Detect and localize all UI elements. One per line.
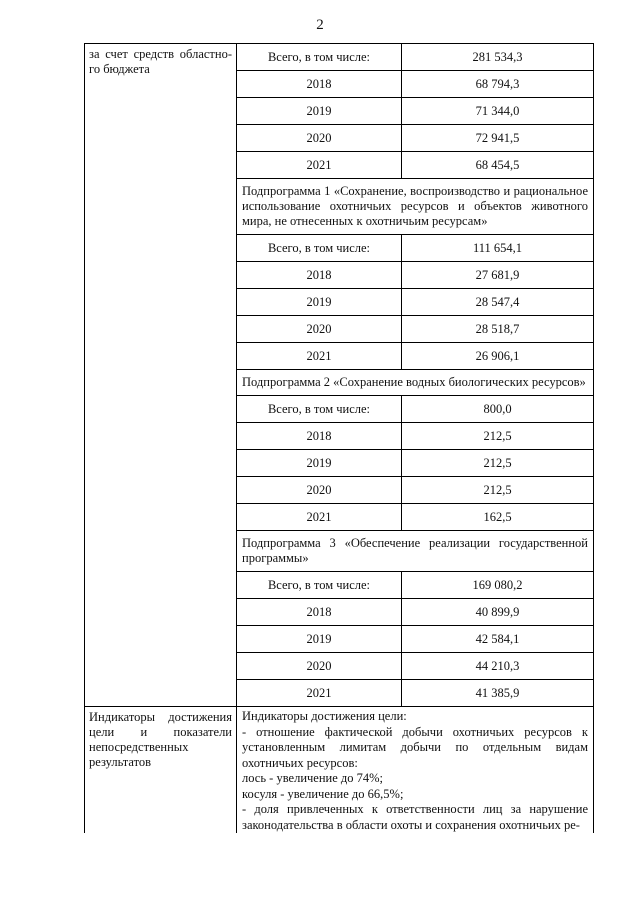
table-row [237,422,593,449]
table-row [237,396,593,422]
table-row [237,261,593,288]
row-value: 40 899,9 [475,604,520,619]
subprogram-table [237,235,593,369]
row-label: 2020 [237,477,402,503]
table-row [237,315,593,342]
row-label: Всего, в том числе: [237,396,402,422]
row-value: 42 584,1 [475,631,520,646]
table-row [237,679,593,706]
table-row [237,70,593,97]
row-value: 212,5 [483,455,512,470]
row-value: 162,5 [483,509,512,524]
row-value: 41 385,9 [475,685,520,700]
row-value: 169 080,2 [472,577,523,592]
row-label: 2018 [237,71,402,97]
row-value: 111 654,1 [472,240,523,255]
table-row [237,124,593,151]
row-label: Всего, в том числе: [237,235,402,261]
row-value: 72 941,5 [475,130,520,145]
row-value: 71 344,0 [475,103,520,118]
row-label: Всего, в том числе: [237,44,402,70]
indicators-row [84,707,594,833]
row-value: 28 547,4 [475,294,520,309]
table-row [237,503,593,530]
indicator-line: Индикаторы достижения цели: [242,709,407,723]
funding-source-label: за счет средств областно-го бюджета [84,43,236,707]
row-value: 212,5 [483,428,512,443]
table-row [237,151,593,178]
row-value: 26 906,1 [475,348,520,363]
row-label: 2021 [237,343,402,369]
row-label: 2021 [237,504,402,530]
row-value: 68 454,5 [475,157,520,172]
table-row [237,572,593,598]
row-value: 212,5 [483,482,512,497]
row-label: 2019 [237,289,402,315]
indicator-line: косуля - увеличение до 66,5%; [242,786,404,801]
funding-row [84,43,594,707]
indicator-line: лось - увеличение до 74%; [242,771,384,785]
table-row [237,625,593,652]
passport-table [84,43,594,833]
table-row [237,652,593,679]
funding-total-table [237,44,593,178]
row-label: 2019 [237,98,402,124]
row-label: 2021 [237,152,402,178]
page-number: 2 [316,17,324,33]
row-label: 2018 [237,423,402,449]
subprograms-list [237,178,593,706]
row-value: 44 210,3 [475,658,520,673]
row-label: Всего, в том числе: [237,572,402,598]
row-label: 2019 [237,626,402,652]
subprogram-title: Подпрограмма 3 «Обеспечение реализации государственной программы» [237,530,593,572]
indicator-line: - доля привлеченных к ответственности лиц за нарушение законодательства в области охоты и сохранения охотничьих ре- [242,802,588,832]
row-label: 2018 [237,599,402,625]
table-row [237,235,593,261]
subprogram-title: Подпрограмма 1 «Сохранение, воспроизводство и рациональное использование охотничьих ресурсов и объектов животного мира, не отнесенных к охотничьим ресурсам» [237,178,593,235]
row-value: 28 518,7 [475,321,520,336]
subprogram-table [237,572,593,706]
row-value: 68 794,3 [475,76,520,91]
indicators-text [236,707,594,833]
row-label: 2020 [237,653,402,679]
table-row [237,598,593,625]
row-label: 2019 [237,450,402,476]
row-label: 2020 [237,316,402,342]
row-label: 2021 [237,680,402,706]
table-row [237,44,593,70]
table-row [237,97,593,124]
funding-breakdown [236,43,594,707]
row-value: 27 681,9 [475,267,520,282]
table-row [237,342,593,369]
subprogram-title: Подпрограмма 2 «Сохранение водных биологических ресурсов» [237,369,593,396]
subprogram-table [237,396,593,530]
row-value: 281 534,3 [472,49,523,64]
row-label: 2020 [237,125,402,151]
row-value: 800,0 [483,401,512,416]
indicators-label: Индикаторы достижения цели и показатели непосредственных результатов [84,707,236,833]
table-row [237,288,593,315]
indicator-line: - отношение фактической добычи охотничьих ресурсов к установленным лимитам добычи по отдельным видам охотничьих ресурсов: [242,724,588,770]
table-row [237,476,593,503]
row-label: 2018 [237,262,402,288]
table-row [237,449,593,476]
